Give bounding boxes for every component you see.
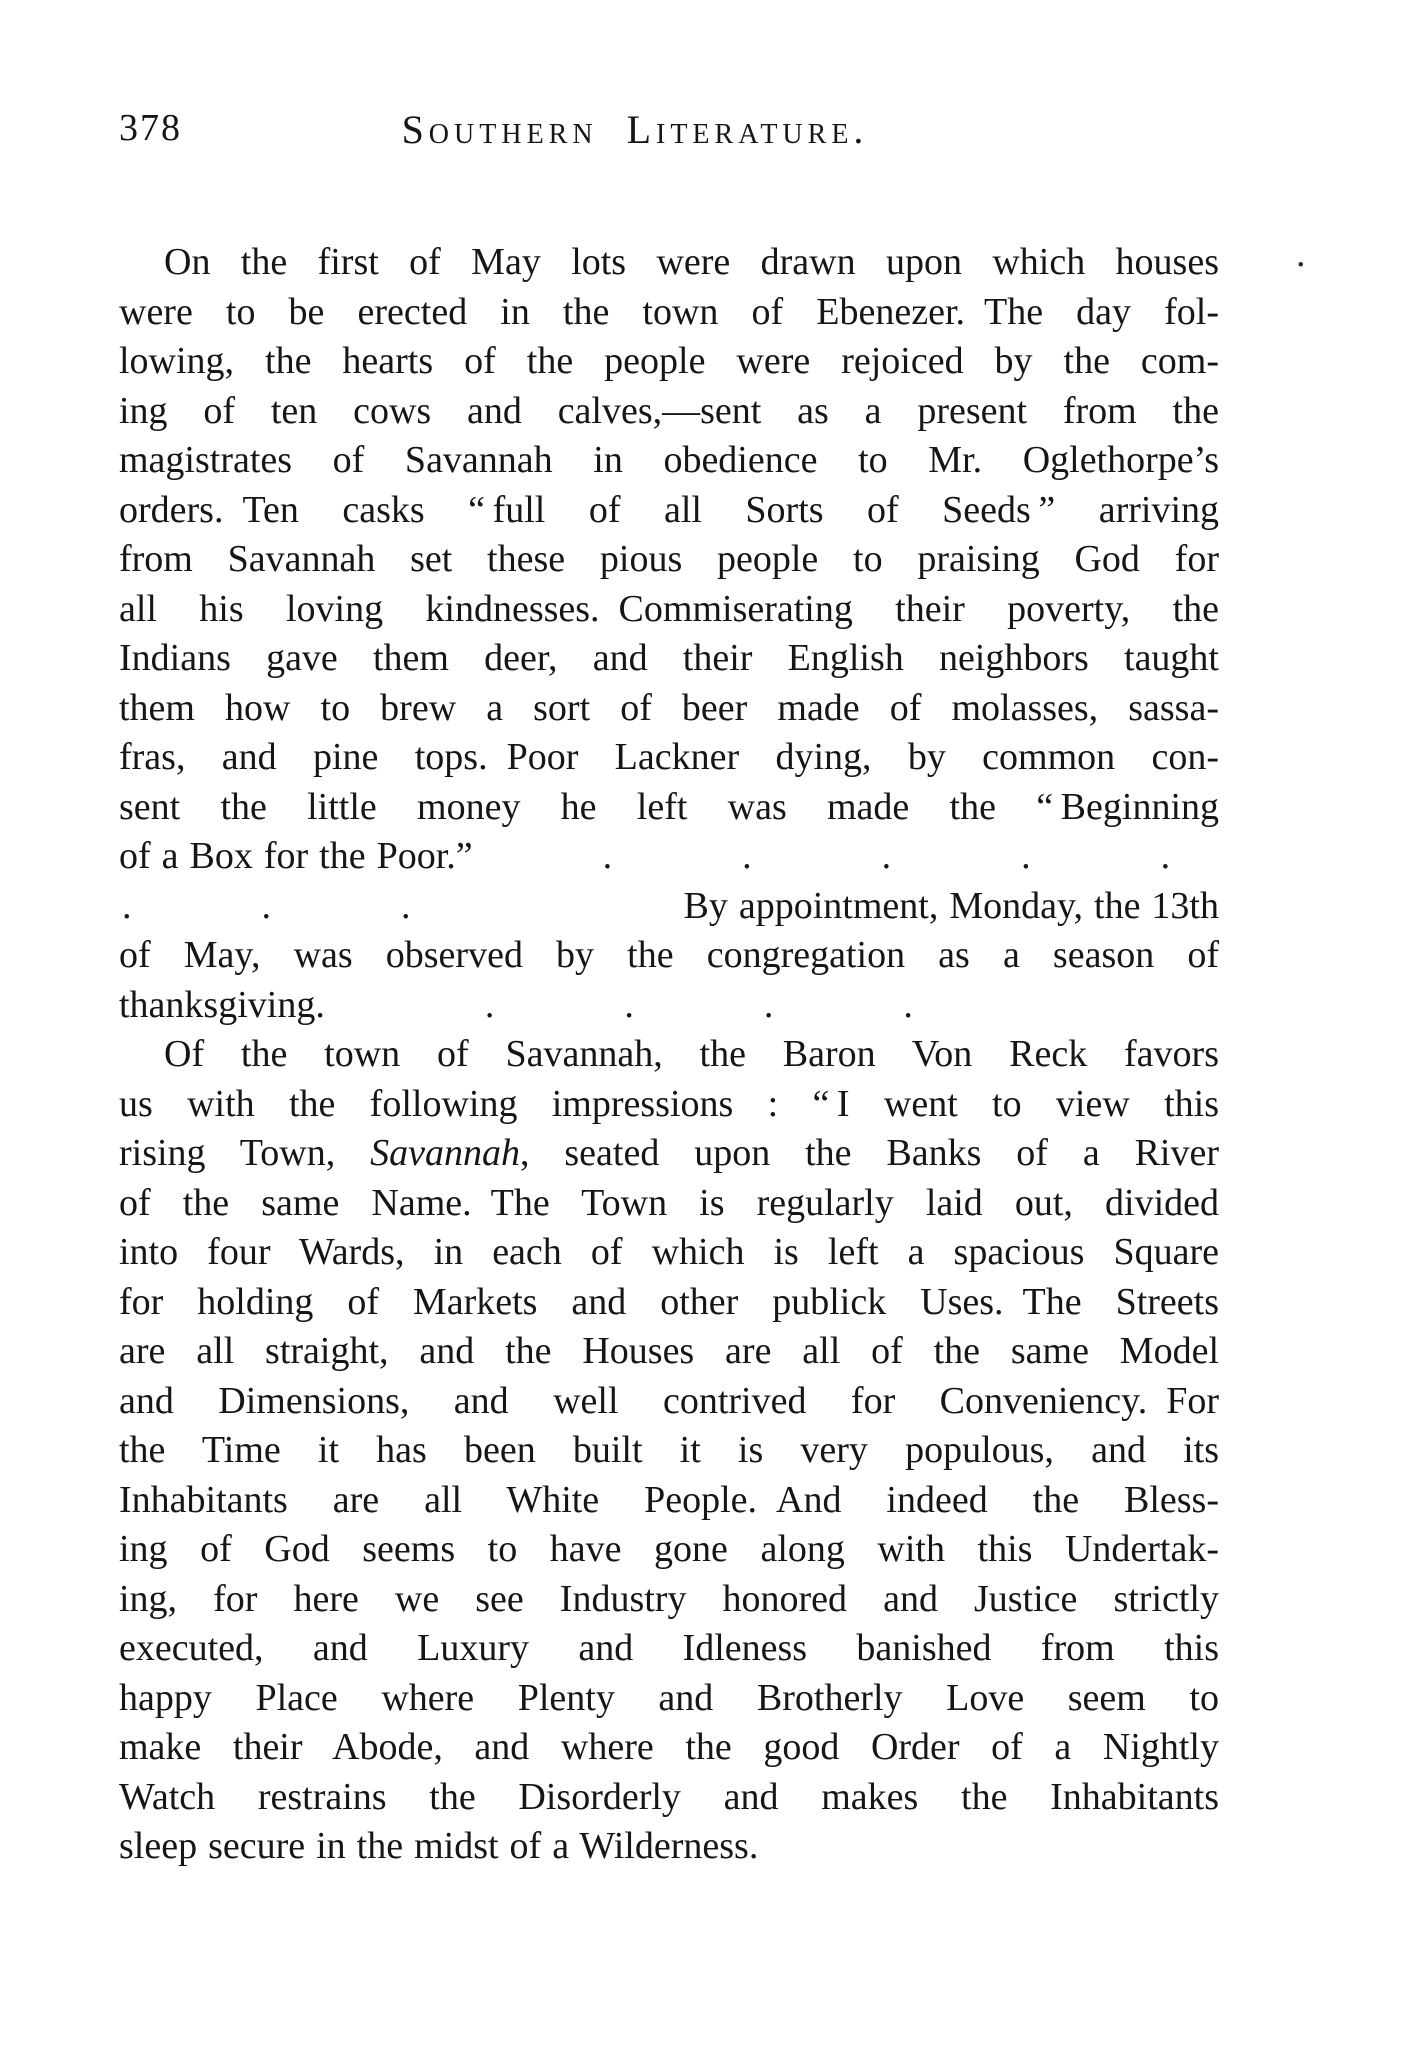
- line-text: ing of ten cows and calves,—sent as a present from the: [119, 389, 1219, 432]
- line-text: rising Town,: [119, 1132, 371, 1174]
- line-text: the Time it has been built it is very populous, and its: [119, 1429, 1219, 1471]
- text-line: [119, 1624, 1219, 1674]
- line-text: and Dimensions, and well contrived for Conveniency. For: [119, 1379, 1219, 1422]
- running-title: Southern Literature.: [401, 107, 869, 152]
- scan-artifact-dot: .: [1296, 233, 1306, 275]
- line-text: are all straight, and the Houses are all of the same Model: [119, 1330, 1219, 1372]
- body-text: [119, 238, 1219, 1872]
- text-line: [119, 288, 1219, 338]
- line-text: Indians gave them deer, and their English neighbors taught: [119, 637, 1219, 679]
- ellipsis-dot: .: [122, 884, 132, 927]
- line-text: sleep secure in the midst of a Wilderness.: [119, 1825, 759, 1867]
- text-line: [119, 1377, 1219, 1427]
- line-text: sent the little money he left was made the “ Beginning: [119, 785, 1219, 828]
- line-text: us with the following impressions : “ I went to view this: [119, 1082, 1219, 1125]
- text-line: [119, 387, 1219, 437]
- line-text: for holding of Markets and other publick Uses. The Streets: [119, 1280, 1219, 1323]
- line-text: into four Wards, in each of which is left a spacious Square: [119, 1231, 1219, 1273]
- text-line: [119, 1179, 1219, 1229]
- page-header: [119, 106, 1219, 156]
- line-text: Watch restrains the Disorderly and makes the Inhabitants: [119, 1775, 1219, 1818]
- text-line: [119, 783, 1219, 833]
- text-line: [119, 981, 1219, 1031]
- ellipsis-dot: .: [742, 835, 752, 877]
- text-line: [119, 931, 1219, 981]
- text-line: [119, 535, 1219, 585]
- line-text: magistrates of Savannah in obedience to Mr. Oglethorpe’s: [119, 439, 1219, 481]
- text-line: [119, 1129, 1219, 1179]
- text-line: [119, 1030, 1219, 1080]
- page-number: 378: [119, 107, 182, 149]
- line-text: executed, and Luxury and Idleness banished from this: [119, 1627, 1219, 1669]
- line-text: from Savannah set these pious people to praising God for: [119, 538, 1219, 580]
- line-text: of a Box for the Poor.”: [119, 835, 473, 877]
- line-text: all his loving kindnesses. Commiserating their poverty, the: [119, 587, 1219, 630]
- line-text: of the same Name. The Town is regularly laid out, divided: [119, 1181, 1219, 1224]
- ellipsis-dot: .: [401, 884, 411, 927]
- text-line: [119, 1426, 1219, 1476]
- ellipsis-dot: .: [763, 983, 774, 1026]
- line-text: lowing, the hearts of the people were rejoiced by the com-: [119, 340, 1219, 382]
- line-text: make their Abode, and where the good Order of a Nightly: [119, 1726, 1219, 1768]
- ellipsis-dot: .: [484, 983, 495, 1026]
- text-line: [119, 1575, 1219, 1625]
- ellipsis-dot: .: [881, 835, 892, 877]
- line-text: thanksgiving.: [119, 983, 325, 1026]
- text-line: [119, 585, 1219, 635]
- ellipsis-dot: .: [602, 835, 613, 877]
- text-line: [119, 436, 1219, 486]
- line-text: fras, and pine tops. Poor Lackner dying, by common con-: [119, 736, 1219, 778]
- text-line: [119, 1525, 1219, 1575]
- line-text: them how to brew a sort of beer made of molasses, sassa-: [119, 686, 1219, 729]
- line-text: ing, for here we see Industry honored and Justice strictly: [119, 1577, 1219, 1620]
- text-line: [119, 684, 1219, 734]
- line-text: happy Place where Plenty and Brotherly Love seem to: [119, 1676, 1219, 1719]
- text-line: [119, 634, 1219, 684]
- text-line: [119, 1674, 1219, 1724]
- text-line: [119, 1773, 1219, 1823]
- line-text: On the first of May lots were drawn upon which houses: [164, 241, 1219, 283]
- line-text: , seated upon the Banks of a River: [520, 1132, 1220, 1174]
- line-text: were to be erected in the town of Ebenezer. The day fol-: [119, 290, 1219, 333]
- text-line: [119, 1327, 1219, 1377]
- text-line: [119, 1228, 1219, 1278]
- line-text: ing of God seems to have gone along with this Undertak-: [119, 1528, 1219, 1570]
- ellipsis-dot: .: [624, 983, 634, 1026]
- text-line: [119, 238, 1219, 288]
- line-text: Of the town of Savannah, the Baron Von Reck favors: [164, 1033, 1219, 1075]
- text-line: [119, 832, 1219, 882]
- italic-text: Savannah: [370, 1132, 521, 1174]
- text-line: [119, 1476, 1219, 1526]
- text-line: [119, 337, 1219, 387]
- text-line: [119, 1080, 1219, 1130]
- text-line: [119, 1278, 1219, 1328]
- text-line: [119, 733, 1219, 783]
- line-text: orders. Ten casks “ full of all Sorts of Seeds ” arriving: [119, 488, 1219, 531]
- ellipsis-dot: .: [1021, 835, 1031, 877]
- line-text: Inhabitants are all White People. And indeed the Bless-: [119, 1478, 1219, 1521]
- ellipsis-dot: .: [261, 884, 271, 927]
- text-line: [119, 1723, 1219, 1773]
- ellipsis-dot: .: [903, 983, 913, 1026]
- line-text: By appointment, Monday, the 13th: [683, 884, 1219, 927]
- text-line: [119, 486, 1219, 536]
- text-line: [119, 882, 1219, 932]
- ellipsis-dot: .: [1160, 835, 1171, 877]
- text-line: [119, 1822, 1219, 1872]
- line-text: of May, was observed by the congregation as a season of: [119, 934, 1219, 976]
